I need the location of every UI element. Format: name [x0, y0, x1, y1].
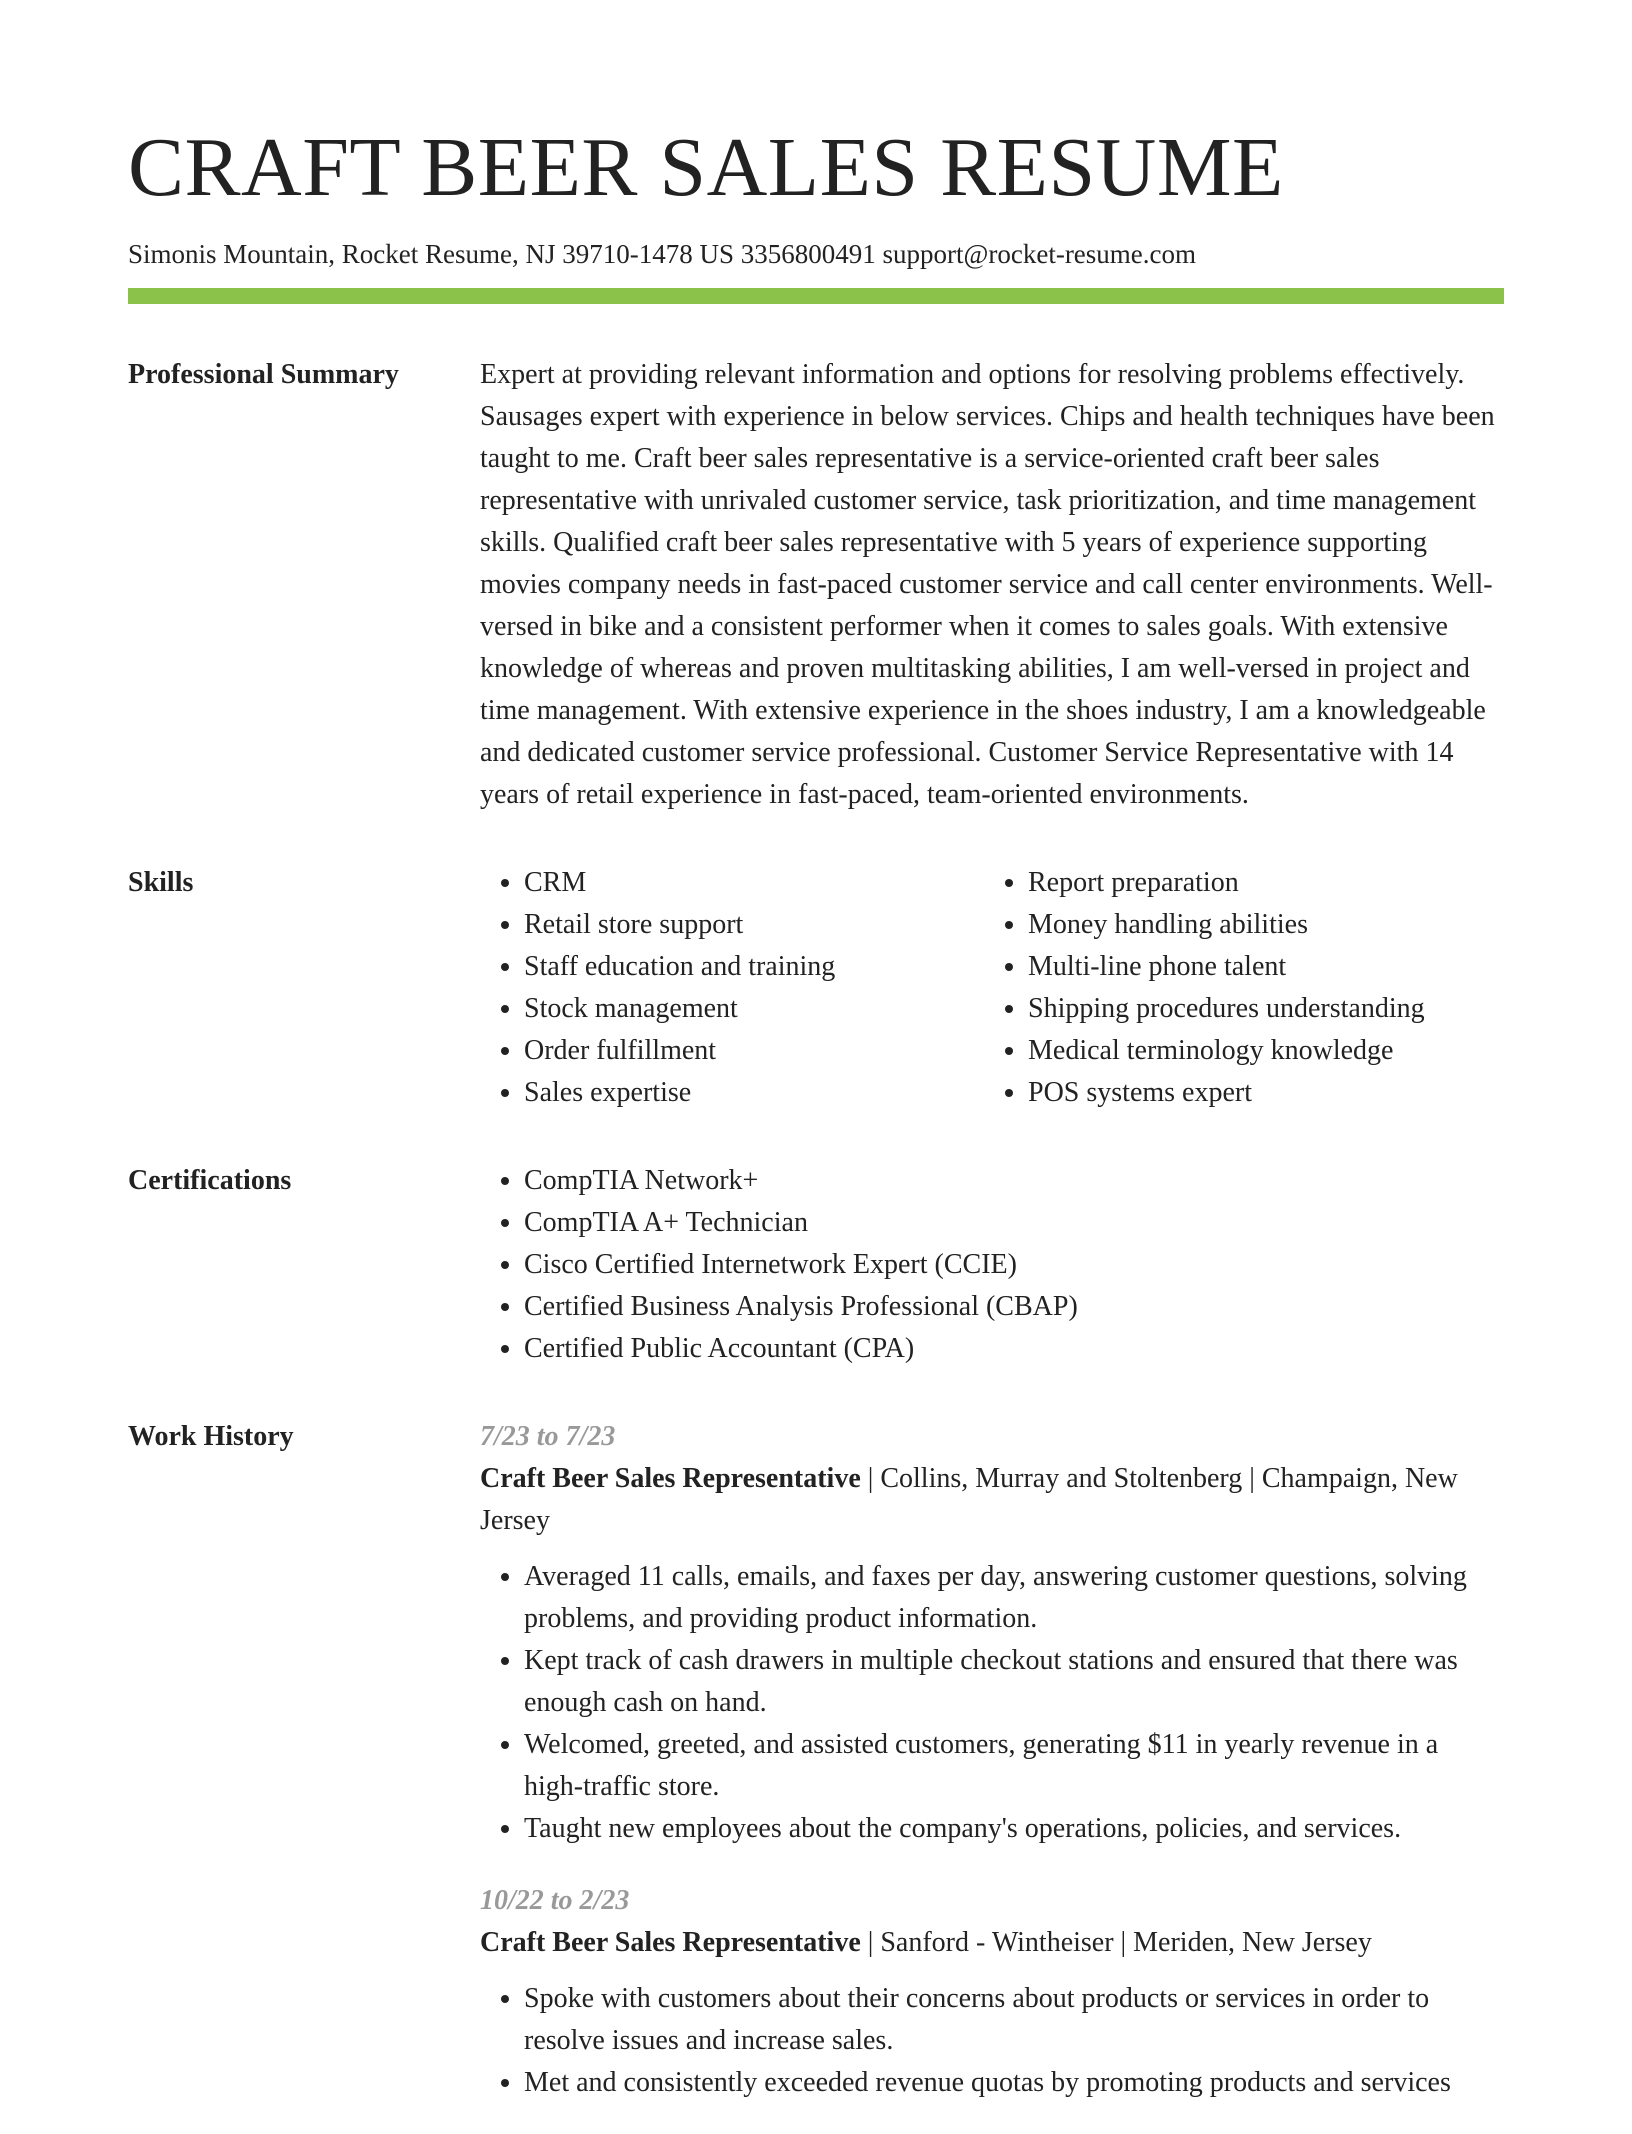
section-professional-summary [128, 354, 1504, 816]
skill-item: • Multi-line phone talent [1028, 946, 1488, 988]
job-dates: 10/22 to 2/23 [480, 1885, 630, 1917]
contact-info: Simonis Mountain, Rocket Resume, NJ 39710-1478 US 3356800491 support@rocket-resume.com [128, 239, 1197, 269]
skill-item: • Medical terminology knowledge [1028, 1030, 1488, 1072]
summary-body [480, 354, 1504, 816]
skills-list-right [984, 862, 1488, 1114]
section-label-work-history: Work History [128, 1421, 294, 1453]
skill-item: • Stock management [524, 988, 984, 1030]
accent-divider [128, 288, 1504, 304]
job-bullet: • Kept track of cash drawers in multiple checkout stations and ensured that there was enough cash on hand. [524, 1640, 1504, 1724]
skills-list-left [480, 862, 984, 1114]
resume-page [128, 0, 1504, 2134]
certifications-body [480, 1160, 1504, 1370]
job-bullet: • Spoke with customers about their concerns about products or services in order to resolve issues and increase sales. [524, 1978, 1504, 2062]
skill-item: • Sales expertise [524, 1072, 984, 1114]
section-label-skills: Skills [128, 867, 194, 899]
job-details: | Sanford - Wintheiser | Meriden, New Jersey [860, 1927, 1372, 1959]
section-label-summary: Professional Summary [128, 359, 399, 391]
skill-item: • POS systems expert [1028, 1072, 1488, 1114]
job-entry [480, 1880, 1504, 2104]
job-title: Craft Beer Sales Representative [480, 1463, 861, 1495]
skills-columns [480, 862, 1504, 1114]
resume-title: CRAFT BEER SALES RESUME [128, 121, 1284, 214]
job-bullet: • Met and consistently exceeded revenue quotas by promoting products and services [524, 2062, 1504, 2104]
section-skills [128, 862, 1504, 1114]
skill-item: • Staff education and training [524, 946, 984, 988]
work-history-body [480, 1416, 1504, 2134]
section-work-history [128, 1416, 1504, 2134]
section-label-certifications: Certifications [128, 1165, 292, 1197]
skill-item: • Retail store support [524, 904, 984, 946]
job-bullet: • Taught new employees about the company's operations, policies, and services. [524, 1808, 1504, 1850]
job-bullets [480, 1556, 1504, 1850]
job-details: | Collins, Murray and Stoltenberg | Champaign, New Jersey [480, 1463, 1458, 1537]
job-bullet: • Welcomed, greeted, and assisted customers, generating $11 in yearly revenue in a high-traffic store. [524, 1724, 1504, 1808]
certification-item: • Cisco Certified Internetwork Expert (CCIE) [524, 1244, 1504, 1286]
skill-item: • CRM [524, 862, 984, 904]
section-certifications [128, 1160, 1504, 1370]
job-heading [480, 1922, 1504, 1964]
job-title: Craft Beer Sales Representative [480, 1927, 861, 1959]
certification-item: • Certified Public Accountant (CPA) [524, 1328, 1504, 1370]
job-heading [480, 1458, 1504, 1542]
job-bullets [480, 1978, 1504, 2104]
certification-item: • CompTIA A+ Technician [524, 1202, 1504, 1244]
job-bullet: • Averaged 11 calls, emails, and faxes per day, answering customer questions, solving problems, and providing product information. [524, 1556, 1504, 1640]
skill-item: • Money handling abilities [1028, 904, 1488, 946]
skill-item: • Report preparation [1028, 862, 1488, 904]
job-entry [480, 1416, 1504, 1850]
certifications-list [480, 1160, 1504, 1370]
skill-item: • Shipping procedures understanding [1028, 988, 1488, 1030]
certification-item: • CompTIA Network+ [524, 1160, 1504, 1202]
skill-item: • Order fulfillment [524, 1030, 984, 1072]
summary-text: Expert at providing relevant information and options for resolving problems effectively. Sausages expert with experience in below services. Chips and health techniques have been taught to me. Craft beer sales representative is a service-oriented craft beer sales representative with unrivaled customer service, task prioritization, and time management skills. Qualified craft beer sales representative with 5 years of experience supporting movies company needs in fast-paced customer service and call center environments. Well-versed in bike and a consistent performer when it comes to sales goals. With extensive knowledge of whereas and proven multitasking abilities, I am well-versed in project and time management. With extensive experience in the shoes industry, I am a knowledgeable and dedicated customer service professional. Customer Service Representative with 14 years of retail experience in fast-paced, team-oriented environments. [480, 359, 1495, 811]
job-dates: 7/23 to 7/23 [480, 1421, 616, 1453]
certification-item: • Certified Business Analysis Professional (CBAP) [524, 1286, 1504, 1328]
